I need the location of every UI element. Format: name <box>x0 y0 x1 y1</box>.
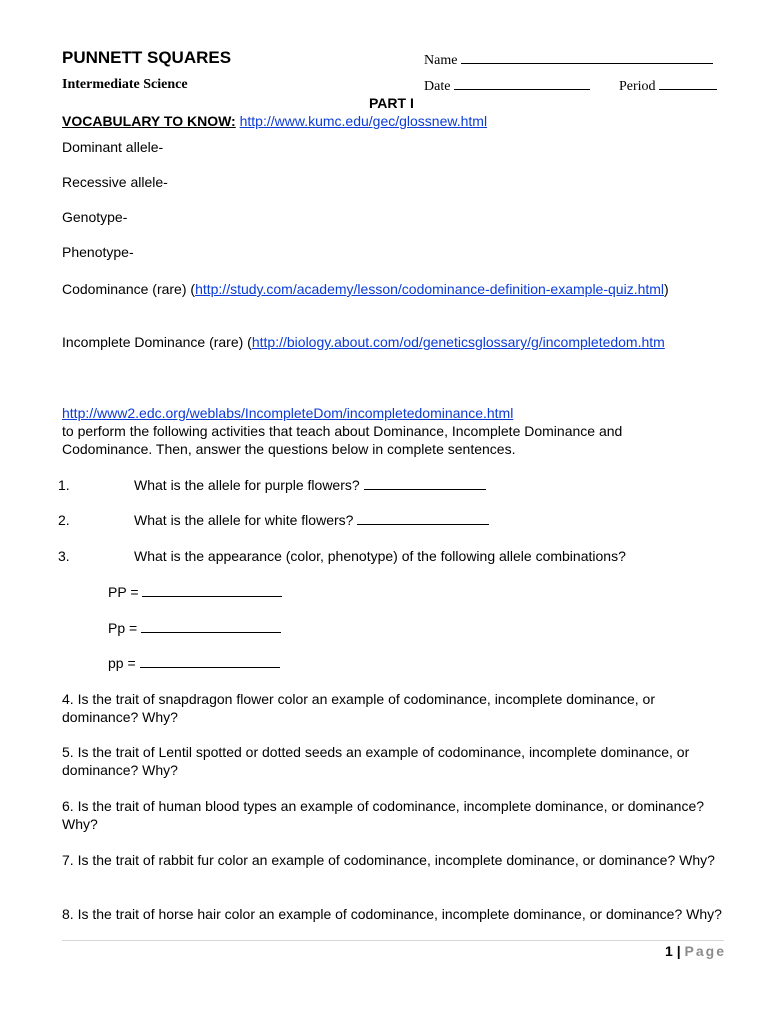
essay-question-4: 4. Is the trait of snapdragon flower color an example of codominance, incomplete dominance, or dominance? Why? <box>62 691 655 725</box>
essay-question-8: 8. Is the trait of horse hair color an example of codominance, incomplete dominance, or dominance? Why? <box>62 906 722 922</box>
question-2 <box>134 512 489 528</box>
answer-blank[interactable] <box>357 512 489 525</box>
question-text: What is the allele for purple flowers? <box>134 477 360 493</box>
course-subtitle: Intermediate Science <box>62 77 188 92</box>
combo-row <box>108 620 281 636</box>
glossary-link[interactable]: http://www.kumc.edu/gec/glossnew.html <box>239 113 488 129</box>
answer-blank[interactable] <box>364 477 486 490</box>
codominance-row <box>62 281 669 297</box>
combo-label: Pp = <box>108 620 138 636</box>
question-number: 2. <box>58 512 70 528</box>
name-blank[interactable] <box>461 51 713 64</box>
activity-instructions-1: to perform the following activities that teach about Dominance, Incomplete Dominance and <box>62 423 623 439</box>
vocab-heading: VOCABULARY TO KNOW: <box>62 113 236 129</box>
date-field[interactable] <box>424 77 590 95</box>
name-label: Name <box>424 53 458 68</box>
vocab-term: Recessive allele- <box>62 174 168 190</box>
question-number: 3. <box>58 548 70 564</box>
page-separator: | <box>676 943 681 959</box>
combo-row <box>108 584 282 600</box>
essay-question-5: 5. Is the trait of Lentil spotted or dotted seeds an example of codominance, incomplete dominance, or dominance? Why? <box>62 744 690 778</box>
part-heading: PART I <box>369 95 414 111</box>
vocab-term: Dominant allele- <box>62 139 164 155</box>
codominance-label: Codominance (rare) ( <box>62 281 196 297</box>
combo-row <box>108 655 280 671</box>
essay-question-7: 7. Is the trait of rabbit fur color an example of codominance, incomplete dominance, or dominance? Why? <box>62 852 715 868</box>
period-blank[interactable] <box>659 77 717 90</box>
vocab-term: Genotype- <box>62 209 128 225</box>
period-label: Period <box>619 79 656 94</box>
essay-question-6: 6. Is the trait of human blood types an example of codominance, incomplete dominance, or dominance? Why? <box>62 798 705 832</box>
period-field[interactable] <box>619 77 717 95</box>
incomplete-row <box>62 334 665 350</box>
activity-link[interactable]: http://www2.edc.org/weblabs/IncompleteDom/incompletedominance.html <box>62 405 514 421</box>
incomplete-link[interactable]: http://biology.about.com/od/geneticsglossary/g/incompletedom.htm <box>251 334 665 350</box>
codominance-close: ) <box>664 281 669 297</box>
vocab-heading-row <box>62 113 487 129</box>
combo-blank[interactable] <box>140 655 280 668</box>
vocab-term: Phenotype- <box>62 244 134 260</box>
page-word: Page <box>684 943 726 959</box>
combo-label: pp = <box>108 655 136 671</box>
combo-blank[interactable] <box>142 584 282 597</box>
date-blank[interactable] <box>454 77 590 90</box>
question-1 <box>134 477 486 493</box>
footer-rule <box>62 940 724 941</box>
combo-blank[interactable] <box>141 620 281 633</box>
date-label: Date <box>424 79 451 94</box>
combo-label: PP = <box>108 584 139 600</box>
page-number: 1 <box>665 943 673 959</box>
question-number: 1. <box>58 477 70 493</box>
question-3: What is the appearance (color, phenotype) of the following allele combinations? <box>134 548 626 564</box>
page-footer <box>665 943 726 959</box>
worksheet-title: PUNNETT SQUARES <box>62 48 232 67</box>
incomplete-label: Incomplete Dominance (rare) ( <box>62 334 252 350</box>
codominance-link[interactable]: http://study.com/academy/lesson/codominance-definition-example-quiz.html <box>195 281 665 297</box>
question-text: What is the allele for white flowers? <box>134 512 354 528</box>
name-field[interactable] <box>424 51 713 69</box>
activity-instructions-2: Codominance. Then, answer the questions below in complete sentences. <box>62 441 516 457</box>
